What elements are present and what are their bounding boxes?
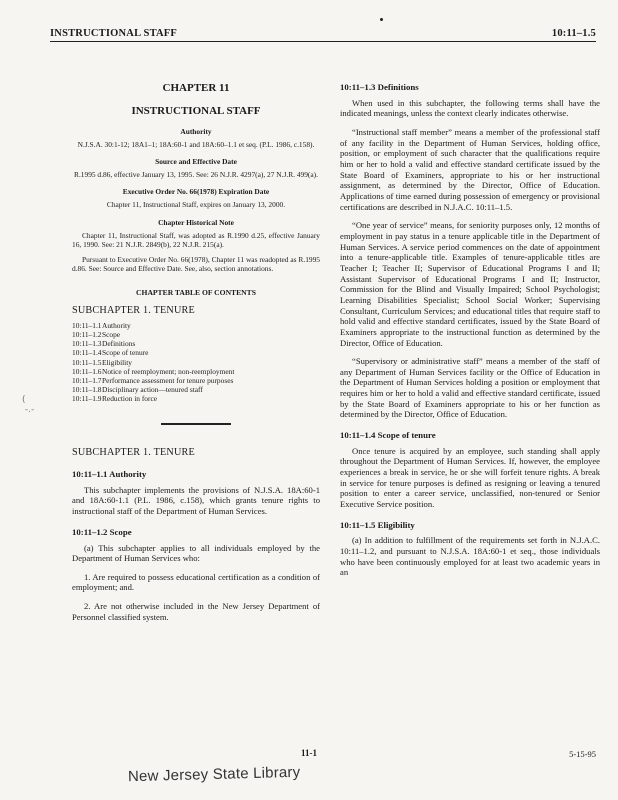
historical-note-p1: Chapter 11, Instructional Staff, was adopted as R.1990 d.25, effective January 16, 1990. See: 21 N.J.R. 2849(b), 22 N.J.R. 215(a). — [72, 230, 320, 249]
chapter-title: INSTRUCTIONAL STAFF — [131, 105, 261, 118]
toc-item — [72, 367, 320, 376]
toc-item — [72, 321, 320, 330]
right-column — [340, 78, 600, 586]
supplement-date: 5-15-95 — [569, 749, 596, 759]
section-1-3-heading: 10:11–1.3 Definitions — [340, 82, 419, 92]
toc-item — [72, 348, 320, 357]
toc-item — [72, 330, 320, 339]
toc-item-number: 10:11–1.3 — [72, 339, 102, 349]
margin-annotation: ( -.- — [22, 395, 35, 415]
subchapter-title: SUBCHAPTER 1. TENURE — [72, 446, 195, 458]
toc-item-number: 10:11–1.1 — [72, 321, 102, 331]
expiration-text: Chapter 11, Instructional Staff, expires on January 13, 2000. — [106, 200, 286, 210]
authority-text: N.J.S.A. 30:1-12; 18A1–1; 18A:60-1 and 18A:60–1.1 et seq. (P.L. 1986, c.158). — [77, 139, 315, 149]
toc-item — [72, 385, 320, 394]
section-1-4-heading: 10:11–1.4 Scope of tenure — [340, 430, 436, 441]
toc-list — [72, 321, 320, 402]
toc-item-number: 10:11–1.2 — [72, 330, 102, 340]
toc-item-title: Eligibility — [102, 357, 132, 367]
toc-item-title: Definitions — [102, 339, 136, 349]
toc-item-number: 10:11–1.9 — [72, 393, 102, 403]
toc-item-title: Scope of tenure — [102, 348, 149, 358]
toc-item-number: 10:11–1.6 — [72, 366, 102, 376]
section-1-5-heading: 10:11–1.5 Eligibility — [340, 519, 415, 530]
toc-item-number: 10:11–1.5 — [72, 357, 102, 367]
section-1-2-heading: 10:11–1.2 Scope — [72, 526, 132, 537]
chapter-number: CHAPTER 11 — [162, 82, 230, 94]
toc-item-title: Reduction in force — [102, 393, 158, 403]
section-1-5-text: (a) In addition to fulfillment of the requirements set forth in N.J.A.C. 10:11–1.2, and pursuant to N.J.S.A. 18A:60-1 et seq., those individuals who have been continuously employed for at least two academic years in an — [340, 535, 600, 578]
toc-heading: CHAPTER TABLE OF CONTENTS — [136, 287, 256, 297]
definition-instructional-staff: “Instructional staff member” means a member of the professional staff of any facility in the Department of Human Services, holding office, position, or employment of such character that the qualifications require him or her to hold a valid and effective standard certificate issued by the State Board of Examiners, appropriate to his or her instructional assignment, as determined by the Director, Office of Education. Applications of time earned during possession of emergency or provisional certifications are described in N.J.A.C. 10:11–1.5. — [340, 127, 600, 212]
source-heading: Source and Effective Date — [155, 157, 237, 167]
toc-item-title: Disciplinary action—tenured staff — [102, 384, 203, 394]
definitions-intro: When used in this subchapter, the following terms shall have the indicated meanings, unless the context clearly indicates otherwise. — [340, 97, 600, 119]
section-1-4-text: Once tenure is acquired by an employee, such standing shall apply throughout the Department of Human Services. If, however, the employee experiences a break in service, he or she will forfeit tenure rights. A break in service for tenure purposes is defined as resigning or leaving a tenured position to enter a career service, unclassified, non-tenured or Senior Executive Service position. — [340, 445, 600, 510]
library-stamp: New Jersey State Library — [127, 763, 301, 786]
section-divider — [161, 423, 231, 425]
toc-item — [72, 394, 320, 403]
toc-item-number: 10:11–1.8 — [72, 384, 102, 394]
toc-item-number: 10:11–1.7 — [72, 375, 102, 385]
section-1-1-text: This subchapter implements the provisions of N.J.S.A. 18A:60-1 and 18A:60-1.1 (P.L. 1986, c.158), which grants tenure rights to instructional staff of the Department of Human Services. — [72, 484, 320, 517]
toc-subchapter-title: SUBCHAPTER 1. TENURE — [72, 304, 195, 316]
definition-year-of-service: “One year of service” means, for seniority purposes only, 12 months of employment in pay status in a tenure applicable title in the Department of Human Services. A service period commences on the date of appointment into a tenure-applicable title. Examples of tenure-applicable titles are Teacher I; Teacher II; Supervisor of Educational Programs I and II; Assistant Supervisor of Educational Programs I and II; Instructor, Commission for the Blind and Visually Impaired; School Psychologist; Learning Disabilities Specialist; School Social Worker; Supervising Consultant, Curriculum Services; and educational titles that require staff to hold valid and effective standard certificates, issued by the State Board of Examiners appropriate to the instructional function as determined by the Director, Office of Education. — [340, 220, 600, 348]
page-number: 11-1 — [300, 748, 317, 758]
historical-note-heading: Chapter Historical Note — [158, 217, 234, 227]
speck — [380, 18, 383, 21]
authority-heading: Authority — [180, 126, 212, 136]
running-header — [50, 28, 596, 42]
toc-item-title: Notice of reemployment; non-reemployment — [102, 366, 235, 376]
historical-note-p2: Pursuant to Executive Order No. 66(1978), Chapter 11 was readopted as R.1995 d.86. See: Source and Effective Date. See, also, section annotations. — [72, 255, 320, 274]
definition-supervisory-staff: “Supervisory or administrative staff” means a member of the staff of any Department of Human Services facility or the Office of Education in the Department of Human Services holding a position or employment that requires him or her to hold a valid and effective standard certificate, issued by the State Board of Examiners appropriate to his or her function as determined by the Director, Office of Education. — [340, 356, 600, 420]
toc-item-title: Authority — [102, 321, 131, 331]
source-text: R.1995 d.86, effective January 13, 1995. See: 26 N.J.R. 4297(a), 27 N.J.R. 499(a). — [74, 170, 318, 180]
section-1-2-item-1: 1. Are required to possess educational certification as a condition of employment; and. — [72, 571, 320, 593]
section-1-1-heading: 10:11–1.1 Authority — [72, 469, 147, 480]
toc-item — [72, 339, 320, 348]
toc-item-title: Scope — [102, 330, 121, 340]
header-section-range: 10:11–1.5 — [551, 28, 596, 39]
left-column — [72, 78, 320, 630]
toc-item — [72, 358, 320, 367]
toc-item — [72, 376, 320, 385]
toc-item-title: Performance assessment for tenure purposes — [102, 375, 234, 385]
toc-item-number: 10:11–1.4 — [72, 348, 102, 358]
expiration-heading: Executive Order No. 66(1978) Expiration Date — [122, 187, 270, 197]
section-1-2-a: (a) This subchapter applies to all individuals employed by the Department of Human Services who: — [72, 542, 320, 564]
header-title: INSTRUCTIONAL STAFF — [50, 28, 178, 39]
section-1-2-item-2: 2. Are not otherwise included in the New Jersey Department of Personnel classified system. — [72, 601, 320, 622]
